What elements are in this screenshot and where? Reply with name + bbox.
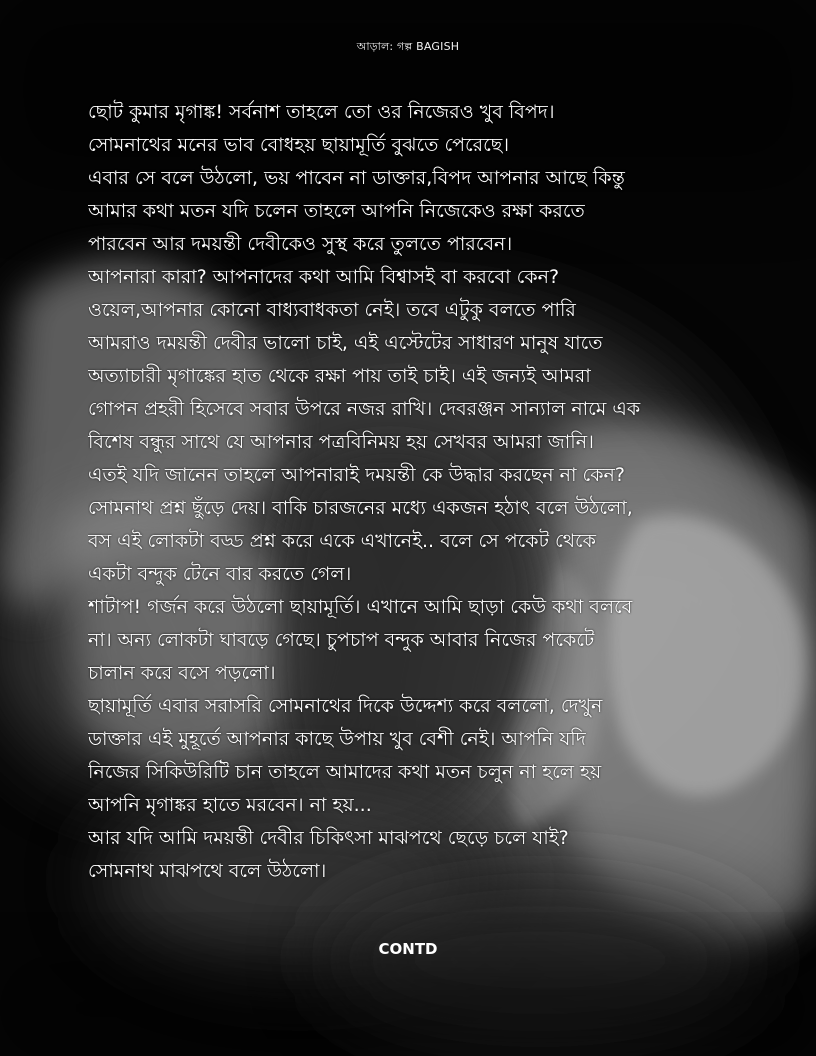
story-line: বস এই লোকটা বড্ড প্রশ্ন করে একে এখানেই.. বলে সে পকেট থেকে	[88, 530, 596, 552]
story-line: পারবেন আর দময়ন্তী দেবীকেও সুস্থ করে তুলতে পারবেন।	[88, 233, 513, 255]
story-line: না। অন্য লোকটা ঘাবড়ে গেছে। চুপচাপ বন্দুক আবার নিজের পকেটে	[88, 629, 595, 651]
continued-label: CONTD	[378, 940, 438, 958]
story-line: আমার কথা মতন যদি চলেন তাহলে আপনি নিজেকেও রক্ষা করতে	[88, 200, 585, 222]
page-header: আড়াল: গল্প BAGISH	[356, 40, 460, 53]
story-line: ছোট কুমার মৃগাঙ্ক! সর্বনাশ তাহলে তো ওর নিজেরও খুব বিপদ।	[88, 101, 555, 123]
story-line: অত্যাচারী মৃগাঙ্কের হাত থেকে রক্ষা পায় তাই চাই। এই জন্যই আমরা	[88, 365, 591, 387]
story-line: বিশেষ বন্ধুর সাথে যে আপনার পত্রবিনিময় হয় সেখবর আমরা জানি।	[88, 431, 594, 453]
story-line: চালান করে বসে পড়লো।	[88, 662, 276, 684]
story-line: একটা বন্দুক টেনে বার করতে গেল।	[88, 563, 352, 585]
story-text	[88, 96, 758, 888]
story-line: গোপন প্রহরী হিসেবে সবার উপরে নজর রাখি। দেবরঞ্জন সান্যাল নামে এক	[88, 398, 641, 420]
story-line: আমরাও দময়ন্তী দেবীর ভালো চাই, এই এস্টেটের সাধারণ মানুষ যাতে	[88, 332, 603, 354]
story-line: সোমনাথ মাঝপথে বলে উঠলো।	[88, 860, 327, 882]
story-line: ছায়ামূর্তি এবার সরাসরি সোমনাথের দিকে উদ্দেশ্য করে বললো, দেখুন	[88, 695, 603, 717]
story-line: আর যদি আমি দময়ন্তী দেবীর চিকিৎসা মাঝপথে ছেড়ে চলে যাই?	[88, 827, 569, 849]
story-line: সোমনাথের মনের ভাব বোধহয় ছায়ামূর্তি বুঝতে পেরেছে।	[88, 134, 510, 156]
story-line: নিজের সিকিউরিটি চান তাহলে আমাদের কথা মতন চলুন না হলে হয়	[88, 761, 602, 783]
story-line: এতই যদি জানেন তাহলে আপনারাই দময়ন্তী কে উদ্ধার করছেন না কেন?	[88, 464, 625, 486]
story-line: ডাক্তার এই মুহূর্তে আপনার কাছে উপায় খুব বেশী নেই। আপনি যদি	[88, 728, 586, 750]
story-line: ওয়েল,আপনার কোনো বাধ্যবাধকতা নেই। তবে এটুকু বলতে পারি	[88, 299, 576, 321]
story-line: সোমনাথ প্রশ্ন ছুঁড়ে দেয়। বাকি চারজনের মধ্যে একজন হঠাৎ বলে উঠলো,	[88, 497, 633, 519]
story-line: আপনারা কারা? আপনাদের কথা আমি বিশ্বাসই বা করবো কেন?	[88, 266, 560, 288]
story-line: এবার সে বলে উঠলো, ভয় পাবেন না ডাক্তার,বিপদ আপনার আছে কিন্তু	[88, 167, 625, 189]
story-line: আপনি মৃগাঙ্কর হাতে মরবেন। না হয়...	[88, 794, 372, 816]
story-line: শাটাপ! গর্জন করে উঠলো ছায়ামূর্তি। এখানে আমি ছাড়া কেউ কথা বলবে	[88, 596, 633, 618]
